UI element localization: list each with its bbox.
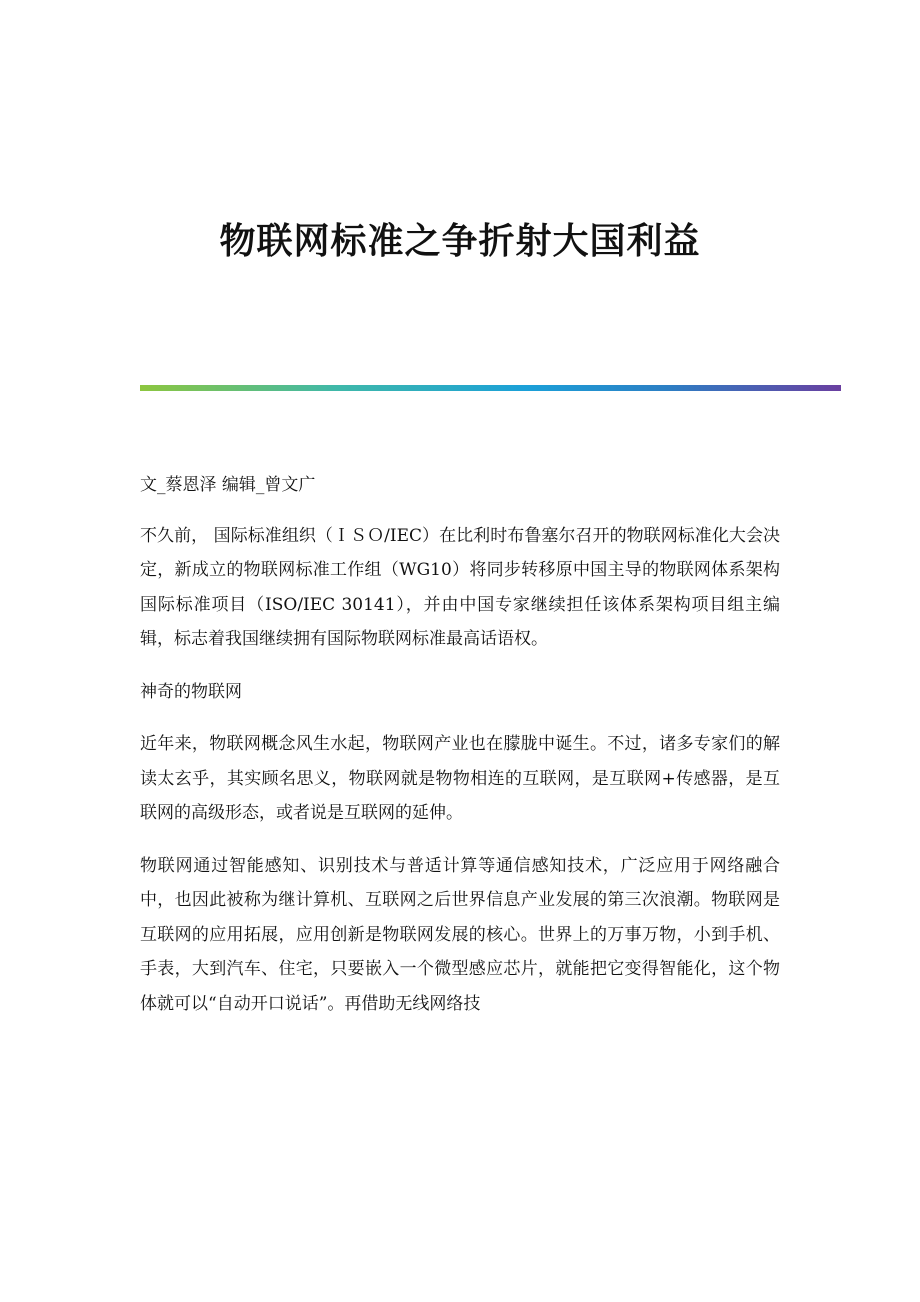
- article-body: [140, 468, 780, 1039]
- paragraph-intro: 不久前， 国际标准组织（ＩＳＯ/IEC）在比利时布鲁塞尔召开的物联网标准化大会决定，新成立的物联网标准工作组（WG10）将同步转移原中国主导的物联网体系架构国际标准项目（ISO/IEC 30141），并由中国专家继续担任该体系架构项目组主编辑，标志着我国继续拥有国际物联网标准最高话语权。: [140, 525, 780, 649]
- section-heading: 神奇的物联网: [140, 681, 242, 702]
- byline: 文_蔡恩泽 编辑_曾文广: [140, 475, 316, 495]
- paragraph-applications: 物联网通过智能感知、识别技术与普适计算等通信感知技术，广泛应用于网络融合中，也因此被称为继计算机、互联网之后世界信息产业发展的第三次浪潮。物联网是互联网的应用拓展，应用创新是物联网发展的核心。世界上的万事万物，小到手机、手表，大到汽车、住宅，只要嵌入一个微型感应芯片，就能把它变得智能化，这个物体就可以“自动开口说话”。再借助无线网络技: [140, 855, 780, 1014]
- document-title: 物联网标准之争折射大国利益: [219, 220, 701, 262]
- title-divider: [140, 385, 841, 391]
- paragraph-definition: 近年来，物联网概念风生水起，物联网产业也在朦胧中诞生。不过，诸多专家们的解读太玄乎，其实顾名思义，物联网就是物物相连的互联网，是互联网+传感器，是互联网的高级形态，或者说是互联网的延伸。: [140, 734, 780, 823]
